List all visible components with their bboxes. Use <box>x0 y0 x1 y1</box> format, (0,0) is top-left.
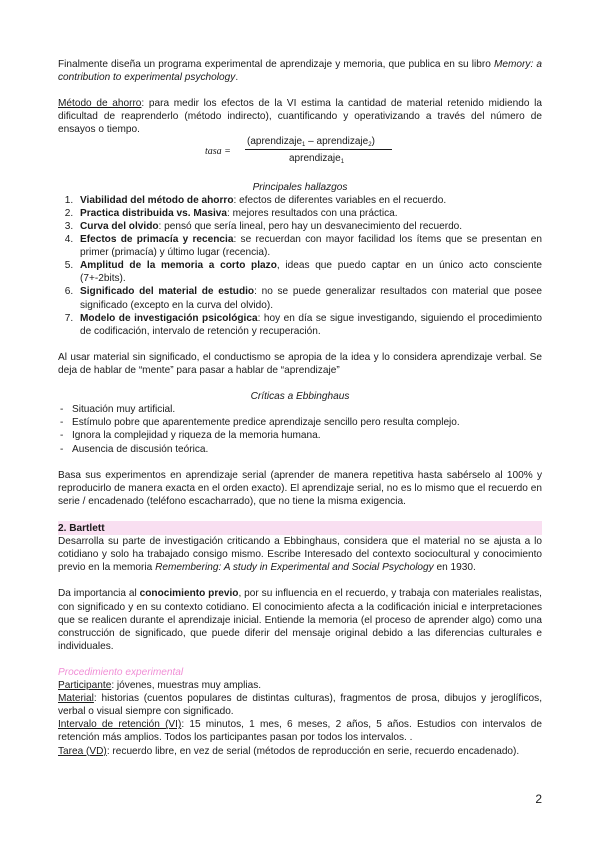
bartlett-p1-text: Desarrolla su parte de investigación criticando a Ebbinghaus, considera que el material no se ajusta a lo cotidiano y solo ha trabajado consigo mismo. Escribe Interesado del contexto sociocultural y conocimiento previo en la memoria <box>58 536 542 574</box>
hallazgo-text: : efectos de diferentes variables en el recuerdo. <box>233 194 447 206</box>
formula-numerator <box>247 135 375 150</box>
metodo-text: : para medir los efectos de la VI estima la cantidad de material retenido midiendo la dificultad de reaprenderlo (método indirecto), cuantificando y operativizando a través del número de ensayos o tiempo. <box>58 98 542 136</box>
fraction-bar <box>245 149 392 150</box>
num-sub2: 2 <box>368 142 372 148</box>
hallazgo-item <box>76 207 542 220</box>
formula-lhs: tasa = <box>205 146 231 157</box>
hallazgo-title: Efectos de primacía y recencia <box>80 233 234 245</box>
hallazgo-title: Practica distribuida vs. Masiva <box>80 207 227 219</box>
bartlett-paragraph-2 <box>58 587 542 653</box>
hallazgo-text: : pensó que sería lineal, pero hay un desvanecimiento del recuerdo. <box>158 220 463 232</box>
conocimiento-previo: conocimiento previo <box>139 588 239 600</box>
material-line <box>58 692 542 718</box>
num-a: (aprendizaje <box>247 136 303 147</box>
tarea-line <box>58 745 542 758</box>
hallazgo-item <box>76 312 542 338</box>
bartlett-p1-end: en 1930. <box>433 562 476 574</box>
material-text: : historias (cuentos populares de distintas culturas), fragmentos de prosa, dibujos y jeroglíficos, verbal o visual siempre con significado. <box>58 693 542 718</box>
critica-item: - Estímulo pobre que aparentemente predice aprendizaje sencillo pero resulta complejo. <box>58 416 542 429</box>
hallazgo-item <box>76 194 542 207</box>
hallazgos-list <box>58 194 542 338</box>
hallazgo-item <box>76 285 542 311</box>
critica-item: - Ausencia de discusión teórica. <box>58 443 542 456</box>
criticas-title: Críticas a Ebbinghaus <box>250 391 350 403</box>
material-label: Material <box>58 693 94 705</box>
intro-book-title: Memory: a contribution to experimental psychology <box>58 59 542 84</box>
hallazgo-text: : mejores resultados con una práctica. <box>227 207 398 219</box>
hallazgo-text: : se recuerdan con mayor facilidad los ítems que se presentan en primer (primacía) y último lugar (recencia). <box>80 233 542 259</box>
hallazgo-title: Significado del material de estudio <box>80 286 255 298</box>
bartlett-heading <box>58 521 542 535</box>
bartlett-p2-rest: , por su influencia en el recuerdo, y trabaja con materiales realistas, con significado y en su contexto cotidiano. El conocimiento afecta a la codificación inicial e interpretaciones que se realicen durante el aprendizaje inicial. Entiende la memoria (el proceso de aprender algo) como una construcción de significado, que puede diferir del mensaje original debido a las diferencias culturales e individuales. <box>58 588 542 652</box>
hallazgo-item <box>76 220 542 233</box>
participante-line <box>58 679 542 692</box>
intro-paragraph <box>58 58 542 84</box>
hallazgo-title: Amplitud de la memoria a corto plazo <box>80 260 277 272</box>
hallazgo-text: , ideas que puedo captar en un único acto consciente (7+-2bits). <box>80 260 542 285</box>
num-c: ) <box>371 136 375 147</box>
metodo-label: Método de ahorro <box>58 98 142 110</box>
serial-paragraph: Basa sus experimentos en aprendizaje serial (aprender de manera repetitiva hasta sabérselo al 100% y reproducirlo de manera exacta en el orden exacto). El aprendizaje serial, no es lo mismo que el recuerdo en serie / encadenado (teléfono escacharrado), que no tiene la misma exigencia. <box>58 469 542 507</box>
participante-text: : jóvenes, muestras muy amplias. <box>111 680 262 692</box>
hallazgo-title: Viabilidad del método de ahorro <box>80 194 234 206</box>
bartlett-p2-text: Da importancia al <box>58 588 140 600</box>
hallazgo-text: : hoy en día se sigue investigando, siguiendo el procedimiento de codificación, intervalo de retención y recuperación. <box>80 312 542 337</box>
procedimiento-heading: Procedimiento experimental <box>58 666 184 678</box>
metodo-paragraph <box>58 97 542 136</box>
formula-denominator <box>289 152 344 167</box>
critica-item: - Ignora la complejidad y riqueza de la memoria humana. <box>58 429 542 442</box>
intro-text: Finalmente diseña un programa experimental de aprendizaje y memoria, que publica en su libro <box>58 59 491 70</box>
tasa-formula <box>205 135 405 169</box>
intervalo-label: Intervalo de retención (VI) <box>58 719 182 731</box>
bartlett-section <box>58 521 542 574</box>
den-text: aprendizaje <box>289 153 341 164</box>
num-sub1: 1 <box>302 142 306 148</box>
bartlett-book-title: Remembering: A study in Experimental and Social Psychology <box>155 562 434 574</box>
hallazgo-item <box>76 233 542 259</box>
tarea-label: Tarea (VD) <box>58 745 107 757</box>
tarea-text: : recuerdo libre, en vez de serial (métodos de reproducción en serie, recuerdo encadenado). <box>106 745 520 757</box>
bartlett-heading-text: 2. Bartlett <box>58 522 105 534</box>
participante-label: Participante <box>58 680 112 692</box>
hallazgo-text: : no se puede generalizar resultados con material que posee significado (excepto en la curva del olvido). <box>80 286 542 311</box>
hallazgo-title: Modelo de investigación psicológica <box>80 312 258 324</box>
hallazgos-title: Principales hallazgos <box>252 181 348 193</box>
conductismo-paragraph: Al usar material sin significado, el conductismo se apropia de la idea y lo considera aprendizaje verbal. Se deja de hablar de “mente” para pasar a hablar de “aprendizaje” <box>58 351 542 376</box>
criticas-list <box>58 403 542 455</box>
intervalo-text: : 15 minutos, 1 mes, 6 meses, 2 años, 5 años. Estudios con intervalos de retención más amplios. Todos los participantes pasan por todos los intervalos. . <box>58 719 543 744</box>
page-number: 2 <box>535 792 542 806</box>
hallazgo-item <box>76 259 542 285</box>
num-b: – aprendizaje <box>305 136 369 147</box>
intervalo-line <box>58 718 542 744</box>
den-sub: 1 <box>340 159 345 165</box>
critica-item: - Situación muy artificial. <box>58 403 542 416</box>
intro-period: . <box>235 72 239 84</box>
hallazgo-title: Curva del olvido <box>80 220 159 232</box>
bartlett-paragraph-1 <box>58 535 542 574</box>
